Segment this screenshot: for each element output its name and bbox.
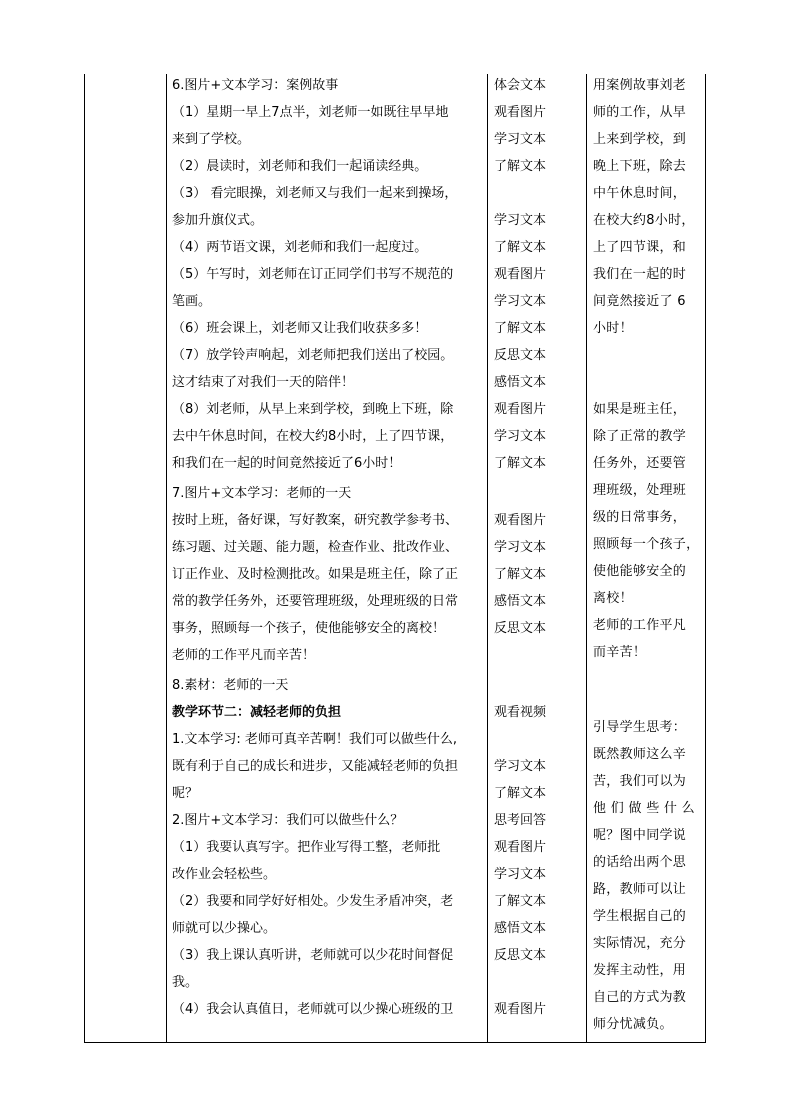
design-intent-line: 理班级，处理班 <box>593 483 687 498</box>
activity-line: （6）班会课上，刘老师又让我们收获多多！ <box>172 321 428 336</box>
student-activity-line: 感悟文本 <box>494 921 547 936</box>
table-divider-1 <box>166 74 167 1043</box>
design-intent-line: 照顾每一个孩子， <box>593 537 700 552</box>
activity-line: （1）星期一早上7点半，刘老师一如既往早早地 <box>172 105 449 120</box>
student-activity-line: 了解文本 <box>494 786 547 801</box>
activity-line: （3）我上课认真听讲，老师就可以少花时间督促 <box>172 948 454 963</box>
design-intent-line: 路，教师可以让 <box>593 882 687 897</box>
design-intent-line: 既然教师这么辛 <box>593 747 687 762</box>
design-intent-line: 师分忧减负。 <box>593 1017 673 1032</box>
activity-line: 老师的工作平凡而辛苦！ <box>172 648 316 663</box>
student-activity-line: 观看图片 <box>494 402 547 417</box>
activity-line: 按时上班，备好课，写好教案，研究教学参考书、 <box>172 513 459 528</box>
activity-line: 1.文本学习: 老师可真辛苦啊！我们可以做些什么, <box>172 732 458 747</box>
activity-line: 笔画。 <box>172 294 212 309</box>
table-border-right <box>705 74 706 1043</box>
design-intent-line: 任务外，还要管 <box>593 456 687 471</box>
student-activity-line: 感悟文本 <box>494 594 547 609</box>
student-activity-line: 观看图片 <box>494 105 547 120</box>
design-intent-line: 师的工作，从早 <box>593 105 687 120</box>
design-intent-line: 用案例故事刘老 <box>593 78 687 93</box>
student-activity-line: 观看视频 <box>494 705 547 720</box>
design-intent-line: 小时！ <box>593 321 633 336</box>
design-intent-line: 呢？图中同学说 <box>593 828 687 843</box>
table-divider-3 <box>586 74 587 1043</box>
student-activity-line: 了解文本 <box>494 894 547 909</box>
student-activity-line: 了解文本 <box>494 567 547 582</box>
design-intent-line: 级的日常事务， <box>593 510 687 525</box>
design-intent-line: 而辛苦！ <box>593 645 647 660</box>
design-intent-line: 自己的方式为教 <box>593 990 687 1005</box>
activity-line: 练习题、过关题、能力题，检查作业、批改作业、 <box>172 540 459 555</box>
activity-line: 2.图片+文本学习：我们可以做些什么？ <box>172 813 404 828</box>
design-intent-line: 学生根据自己的 <box>593 909 687 924</box>
student-activity-line: 思考回答 <box>494 813 547 828</box>
student-activity-line: 学习文本 <box>494 294 547 309</box>
activity-line: （3） 看完眼操，刘老师又与我们一起来到操场， <box>172 186 458 201</box>
design-intent-line: 他 们 做 些 什 么 <box>593 801 695 816</box>
design-intent-line: 引导学生思考： <box>593 720 687 735</box>
student-activity-line: 学习文本 <box>494 132 547 147</box>
activity-line: （4）两节语文课，刘老师和我们一起度过。 <box>172 240 428 255</box>
activity-line: 改作业会轻松些。 <box>172 867 277 882</box>
student-activity-line: 了解文本 <box>494 240 547 255</box>
activity-line: （2）晨读时，刘老师和我们一起诵读经典。 <box>172 159 428 174</box>
design-intent-line: 上来到学校，到 <box>593 132 687 147</box>
activity-line: （1）我要认真写字。把作业写得工整，老师批 <box>172 840 441 855</box>
student-activity-line: 观看图片 <box>494 1002 547 1017</box>
activity-line: 和我们在一起的时间竟然接近了6小时！ <box>172 456 402 471</box>
design-intent-line: 除了正常的教学 <box>593 429 687 444</box>
design-intent-line: 我们在一起的时 <box>593 267 687 282</box>
design-intent-line: 发挥主动性，用 <box>593 963 687 978</box>
activity-line: 7.图片+文本学习：老师的一天 <box>172 486 352 501</box>
student-activity-line: 体会文本 <box>494 78 547 93</box>
student-activity-line: 反思文本 <box>494 948 547 963</box>
activity-line: 参加升旗仪式。 <box>172 213 264 228</box>
design-intent-line: 苦，我们可以为 <box>593 774 687 789</box>
student-activity-line: 观看图片 <box>494 840 547 855</box>
table-cell-stage <box>85 74 165 1043</box>
activity-line: 8.素材：老师的一天 <box>172 678 289 693</box>
table-cell-design-intent <box>593 74 703 1043</box>
student-activity-line: 感悟文本 <box>494 375 547 390</box>
activity-line: （8）刘老师，从早上来到学校，到晚上下班，除 <box>172 402 454 417</box>
design-intent-line: 使他能够安全的 <box>593 564 687 579</box>
design-intent-line: 中午休息时间， <box>593 186 687 201</box>
activity-line: （7）放学铃声响起，刘老师把我们送出了校园。 <box>172 348 454 363</box>
student-activity-line: 学习文本 <box>494 759 547 774</box>
activity-line: 事务，照顾每一个孩子，使他能够安全的离校！ <box>172 621 446 636</box>
student-activity-line: 观看图片 <box>494 267 547 282</box>
student-activity-line: 了解文本 <box>494 321 547 336</box>
activity-line: 6.图片+文本学习：案例故事 <box>172 78 339 93</box>
student-activity-line: 了解文本 <box>494 456 547 471</box>
student-activity-line: 学习文本 <box>494 429 547 444</box>
activity-line: 师就可以少操心。 <box>172 921 277 936</box>
design-intent-line: 实际情况，充分 <box>593 936 687 951</box>
design-intent-line: 晚上下班，除去 <box>593 159 687 174</box>
student-activity-line: 学习文本 <box>494 867 547 882</box>
activity-line: （5）午写时，刘老师在订正同学们书写不规范的 <box>172 267 454 282</box>
student-activity-line: 学习文本 <box>494 213 547 228</box>
activity-line: 我。 <box>172 975 199 990</box>
activity-line: 教学环节二：减轻老师的负担 <box>172 705 342 720</box>
activity-line: 来到了学校。 <box>172 132 251 147</box>
activity-line: （4）我会认真值日，老师就可以少操心班级的卫 <box>172 1002 454 1017</box>
design-intent-line: 上了四节课，和 <box>593 240 687 255</box>
table-cell-activities <box>172 74 484 1043</box>
activity-line: 常的教学任务外，还要管理班级，处理班级的日常 <box>172 594 459 609</box>
student-activity-line: 观看图片 <box>494 513 547 528</box>
student-activity-line: 反思文本 <box>494 348 547 363</box>
design-intent-line: 离校！ <box>593 591 633 606</box>
activity-line: 订正作业、及时检测批改。如果是班主任，除了正 <box>172 567 459 582</box>
activity-line: 既有利于自己的成长和进步，又能减轻老师的负担 <box>172 759 459 774</box>
design-intent-line: 如果是班主任， <box>593 402 687 417</box>
table-divider-2 <box>487 74 488 1043</box>
student-activity-line: 反思文本 <box>494 621 547 636</box>
activity-line: 这才结束了对我们一天的陪伴！ <box>172 375 355 390</box>
design-intent-line: 间竟然接近了 6 <box>593 294 686 309</box>
activity-line: （2）我要和同学好好相处。少发生矛盾冲突，老 <box>172 894 454 909</box>
student-activity-line: 了解文本 <box>494 159 547 174</box>
table-cell-student-activities <box>494 74 584 1043</box>
student-activity-line: 学习文本 <box>494 540 547 555</box>
design-intent-line: 老师的工作平凡 <box>593 618 687 633</box>
activity-line: 去中午休息时间，在校大约8小时，上了四节课， <box>172 429 454 444</box>
design-intent-line: 在校大约8小时， <box>593 213 695 228</box>
design-intent-line: 的话给出两个思 <box>593 855 687 870</box>
activity-line: 呢？ <box>172 786 199 801</box>
